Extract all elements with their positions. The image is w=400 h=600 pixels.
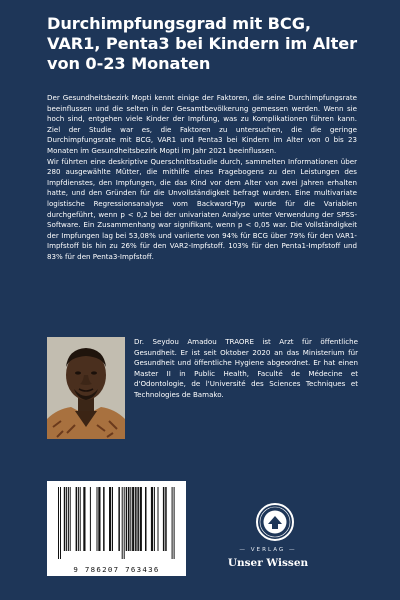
isbn-digits: 9 786207 763436 <box>73 565 160 574</box>
publisher-verlag-label: — VERLAG — <box>239 547 297 553</box>
isbn-barcode <box>47 481 186 576</box>
abstract-paragraph-2: Wir führten eine deskriptive Querschnittsstudie durch, sammelten Informationen über 280 ausgewählte Mütter, die mithilfe eines Fragebogens zu den Leistungen des Impfdienstes, den Impfungen, die das Kind vor dem Alter von zwei Jahren erhalten hatte, und den Gründen für die Unvollständigkeit befragt wurden. Eine multivariate logistische Regressionsanalyse vom Backward-Typ wurde für die Variablen durchgeführt, wenn p < 0,2 bei der univariaten Analyse unter Verwendung der SPSS-Software. Ein Zusammenhang war signifikant, wenn p < 0,05 war. Die Vollständigkeit der Impfungen lag bei 53,08% und variierte von 94% für BCG über 79% für den VAR1-Impfstoff bis hin zu 26% für den VAR2-Impfstoff. 103% für den Penta1-Impfstoff und 83% für den Penta3-Impfstoff. <box>47 156 357 261</box>
barcode-bars <box>52 487 181 561</box>
author-biography: Dr. Seydou Amadou TRAORE ist Arzt für öffentliche Gesundheit. Er ist seit Oktober 2020 an das Ministerium für Gesundheit und öffentliche Hygiene abgeordnet. Er hat einen Master II in Public Health, Faculté de Médecine et d'Odontologie, de l'Université des Sciences Techniques et Technologies de Bamako. <box>134 337 358 399</box>
book-title: Durchimpfungsgrad mit BCG, VAR1, Penta3 bei Kindern im Alter von 0-23 Monaten <box>47 14 358 73</box>
publisher-logo-icon <box>239 500 311 548</box>
abstract-paragraph-1: Der Gesundheitsbezirk Mopti kennt einige der Faktoren, die seine Durchimpfungsrate beeinflussen und die selten in der Gesamtbevölkerung gemessen werden. Wenn sie hoch sind, entgehen viele Kinder der Impfung, was zu Komplikationen führen kann. Ziel der Studie war es, die Faktoren zu untersuchen, die die geringe Durchimpfungsrate mit BCG, VAR1 und Penta3 bei Kindern im Alter von 0 bis 23 Monaten im Gesundheitsbezirk Mopti im Jahr 2021 beeinflussen. <box>47 93 357 155</box>
book-abstract <box>47 93 357 263</box>
publisher-name: Unser Wissen <box>227 557 309 569</box>
author-photo <box>47 337 125 439</box>
